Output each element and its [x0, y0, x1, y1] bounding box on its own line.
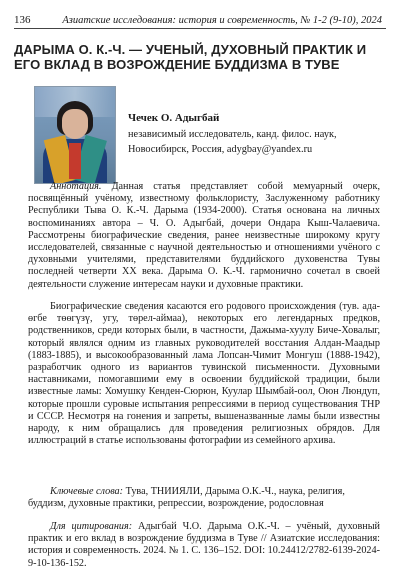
author-name: Чечек О. Адыгбай: [128, 112, 220, 124]
abstract-label: Аннотация.: [50, 181, 102, 192]
journal-title: Азиатские исследования: история и современность, № 1-2 (9-10), 2024: [62, 15, 382, 26]
abstract-text: Данная статья представляет собой мемуарный очерк, посвящённый учёному, известному фольклористу, Заслуженному работнику Республики Тыва О. К.-Ч. Дарыма (1934-2000). Статья основана на личных воспоминаниях автора – Ч. О. Адыгбай, дочери Ондара Кыш-Чалаевича. Рассмотрены биографические сведения, ранее неизвестные широкому кругу исследователей, связанные с научной деятельностью и отношениями учёного с духовными учителями, представителями буддийского духовенства Тувы последней четверти XX века. Дарыма О. К.-Ч. гармонично сочетал в своей деятельности служение интересам науки и духовные практики.: [28, 181, 380, 290]
abstract-paragraph-2: Биографические сведения касаются его родового происхождения (тув. ада-өгбе төөгүзү, угу, төрел-аймаа), некоторых его легендарных предков, родственников, среди которых были, в частности, Дажыма-хуулу Биче-Ховалыг, который являлся одним из главных руководителей восстания Алдан-Маадыр (1883-1885), и высокообразованный лама Лопсан-Чимит Монгуш (1888-1942), разработчик одного из вариантов тувинской письменности. Духовными наставниками, помогавшими ему в освоении буддийской традиции, были известные ламы: Хомушку Кенден-Сюрюн, Куулар Шымбай-оол, Оюн Люндуп, которые прошли суровые испытания репрессиями в период существования ТНР и СССР. Несмотря на гонения и запреты, вышеназванные ламы были известны народу, к ним обращались для проведения религиозных обрядов. Для иллюстраций в статье использованы фотографии из семейного архива.: [28, 301, 380, 447]
page-number: 136: [14, 14, 31, 26]
keywords: [28, 486, 380, 510]
citation-label: Для цитирования:: [50, 521, 133, 532]
citation-text: Адыгбай Ч.О. Дарыма О.К.-Ч. – учёный, духовный практик и его вклад в возрождение буддизма в Туве // Азиатские исследования: история и современность. 2024. № 1. С. 136–152. DOI: 10.24412/2782-6139-2024-9-10-136-152.: [28, 521, 380, 569]
affiliation-line-1: независимый исследователь, канд. филос. наук,: [128, 129, 337, 140]
keywords-text: Тува, ТНИИЯЛИ, Дарыма О.К.-Ч., наука, религия, буддизм, духовные практики, репрессии, возрождение, родословная: [28, 486, 345, 510]
article-title: ДАРЫМА О. К.-Ч. — УЧЕНЫЙ, ДУХОВНЫЙ ПРАКТИК И ЕГО ВКЛАД В ВОЗРОЖДЕНИЕ БУДДИЗМА В ТУВЕ: [14, 42, 367, 72]
citation: [28, 521, 380, 570]
running-header: [14, 14, 386, 29]
author-affiliation: [128, 127, 388, 157]
keywords-label: Ключевые слова:: [50, 486, 124, 497]
author-photo: [34, 86, 116, 184]
abstract: [28, 181, 380, 291]
affiliation-line-2: Новосибирск, Россия, adygbay@yandex.ru: [128, 144, 313, 155]
